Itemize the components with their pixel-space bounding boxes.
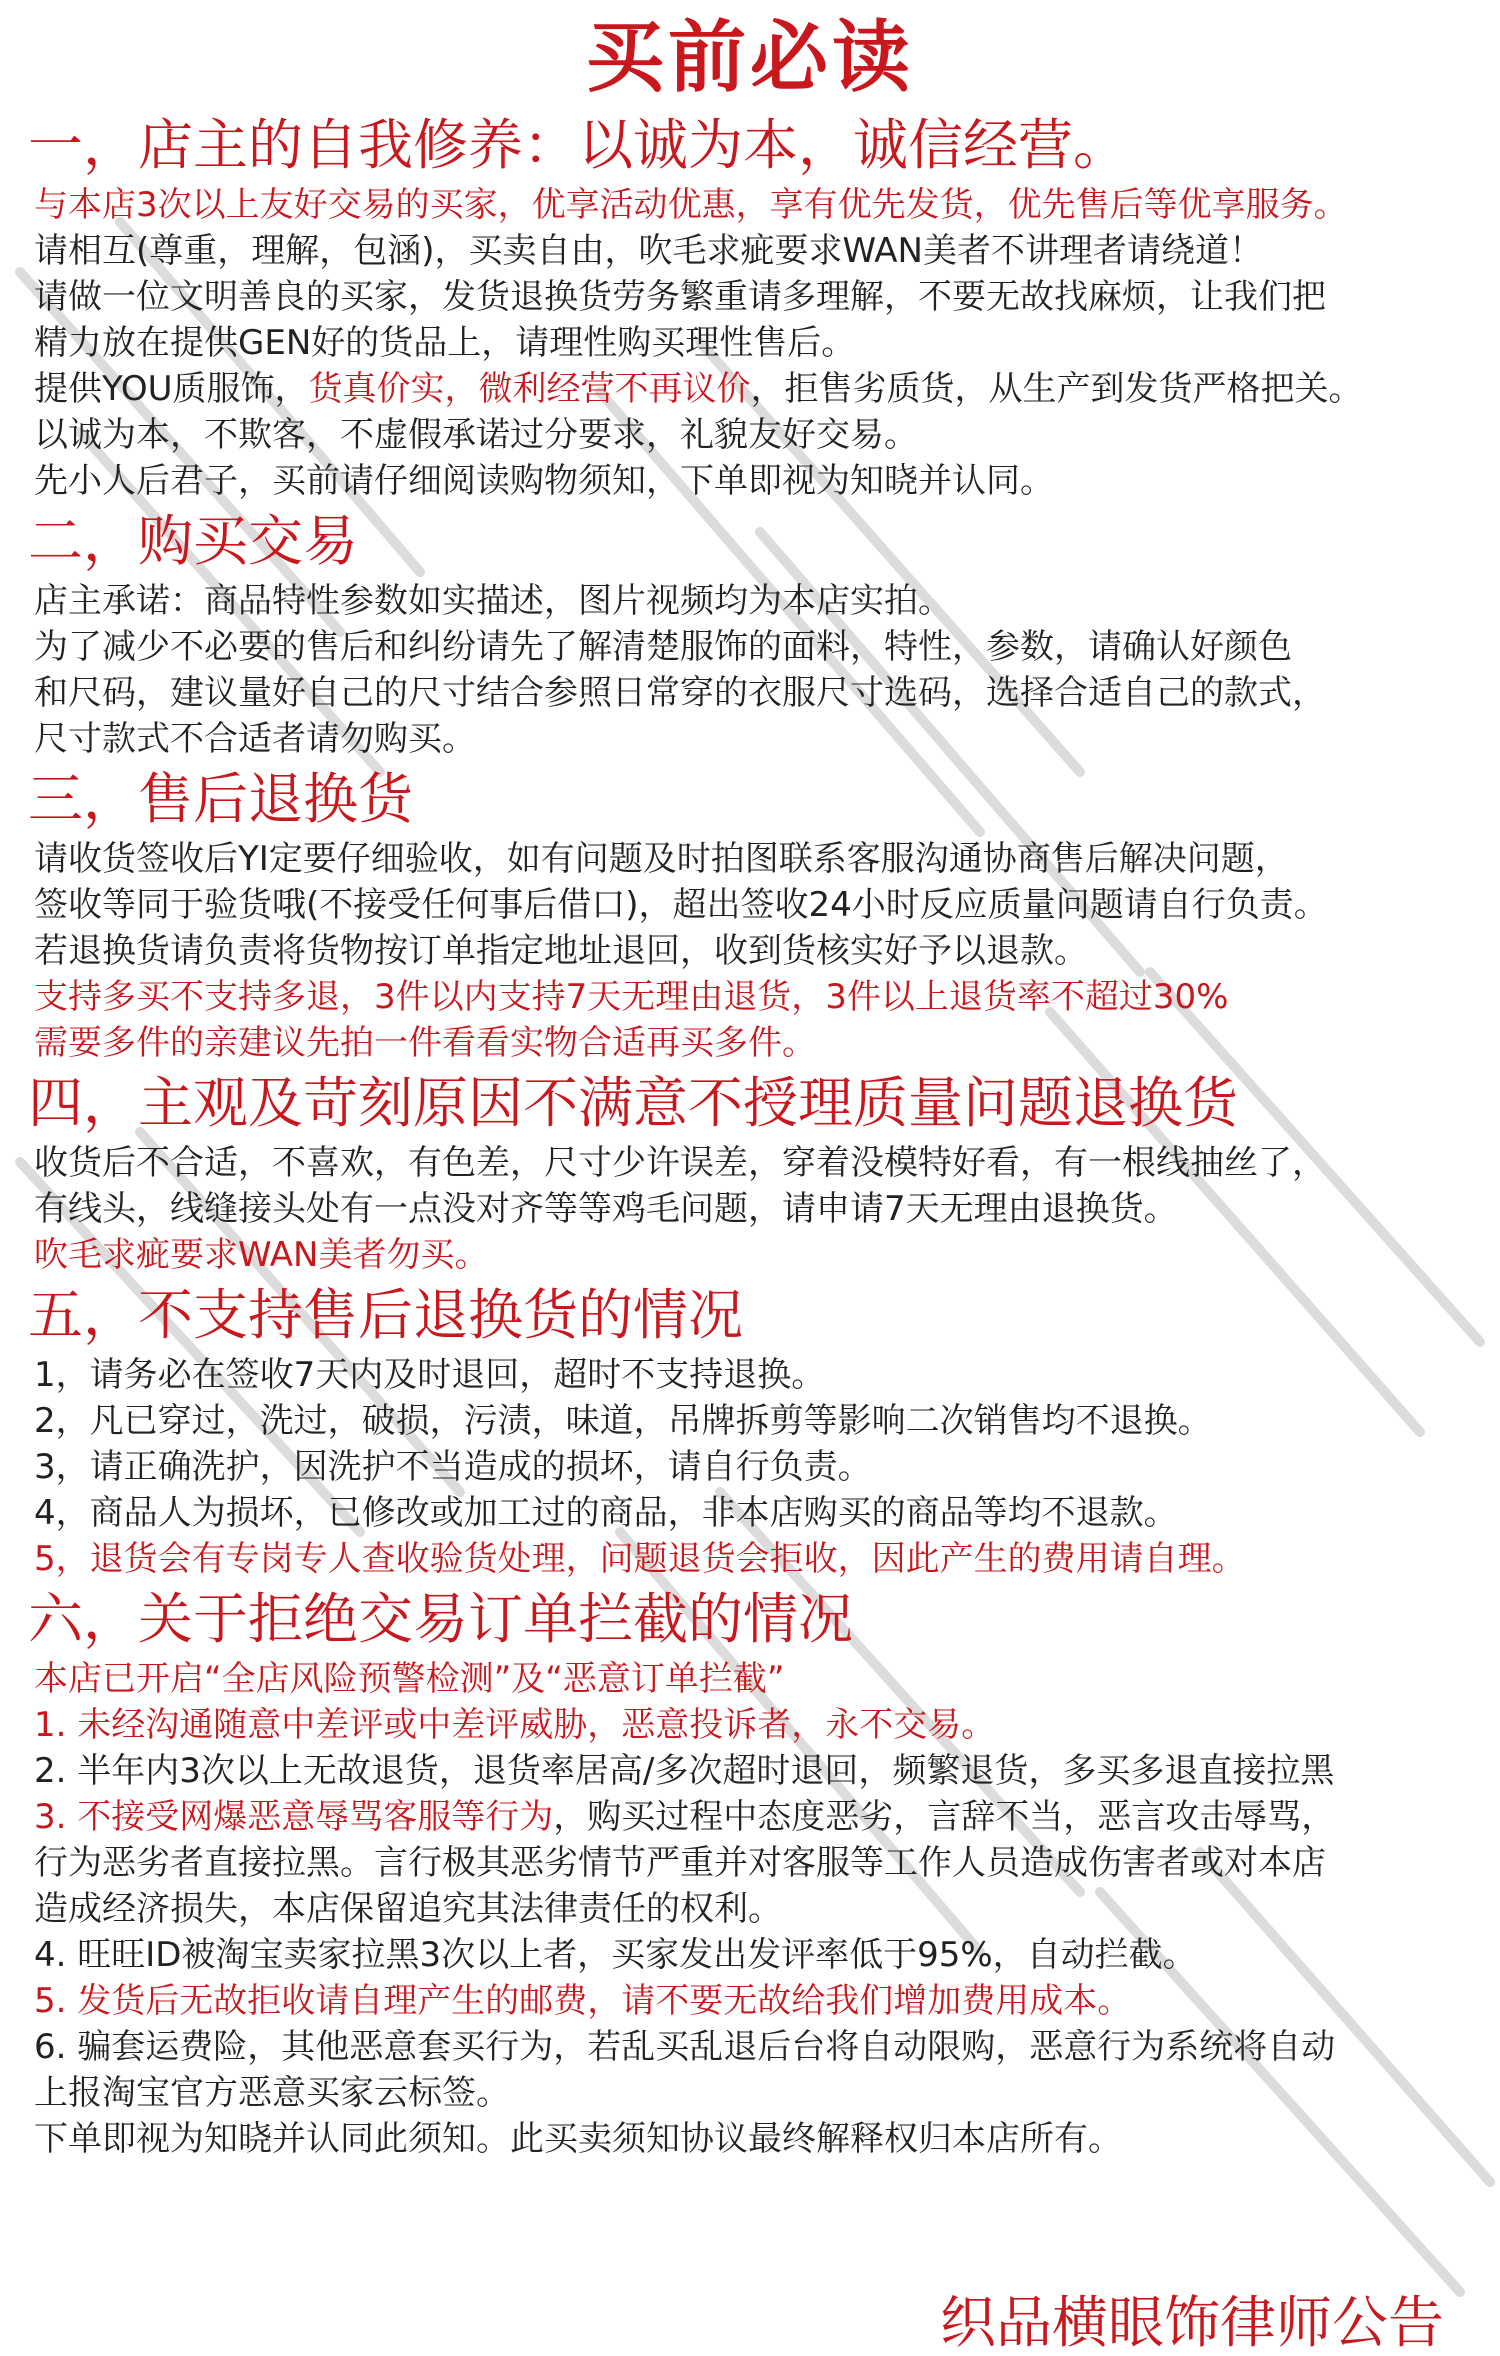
notice-line bbox=[34, 1794, 1478, 1840]
notice-line: 吹毛求疵要求WAN美者勿买。 bbox=[34, 1235, 489, 1275]
notice-line: 签收等同于验货哦(不接受任何事后借口)，超出签收24小时反应质量问题请自行负责。 bbox=[34, 885, 1328, 925]
notice-line: 请相互(尊重，理解，包涵)，买卖自由，吹毛求疵要求WAN美者不讲理者请绕道！ bbox=[34, 231, 1263, 271]
notice-line: 店主承诺：商品特性参数如实描述，图片视频均为本店实拍。 bbox=[34, 581, 952, 621]
notice-line: 上报淘宝官方恶意买家云标签。 bbox=[34, 2073, 510, 2113]
notice-line: 需要多件的亲建议先拍一件看看实物合适再买多件。 bbox=[34, 1023, 816, 1063]
section-heading: 一，店主的自我修养：以诚为本，诚信经营。 bbox=[28, 113, 1129, 177]
notice-line: 5. 发货后无故拒收请自理产生的邮费，请不要无故给我们增加费用成本。 bbox=[34, 1981, 1132, 2021]
section-heading: 五，不支持售后退换货的情况 bbox=[28, 1283, 744, 1347]
notice-line: 和尺码，建议量好自己的尺寸结合参照日常穿的衣服尺寸选码，选择合适自己的款式， bbox=[34, 673, 1326, 713]
notice-line: 尺寸款式不合适者请勿购买。 bbox=[34, 719, 476, 759]
notice-line: 4，商品人为损坏，已修改或加工过的商品，非本店购买的商品等均不退款。 bbox=[34, 1493, 1178, 1533]
notice-line: 支持多买不支持多退，3件以内支持7天无理由退货，3件以上退货率不超过30% bbox=[34, 977, 1229, 1017]
notice-line-part: ，购买过程中态度恶劣，言辞不当，恶言攻击辱骂， bbox=[553, 1797, 1336, 1837]
notice-line: 本店已开启“全店风险预警检测”及“恶意订单拦截” bbox=[34, 1659, 785, 1699]
notice-line: 先小人后君子，买前请仔细阅读购物须知，下单即视为知晓并认同。 bbox=[34, 461, 1054, 501]
notice-line: 精力放在提供GEN好的货品上，请理性购买理性售后。 bbox=[34, 323, 856, 363]
section-heading: 四，主观及苛刻原因不满意不授理质量问题退换货 bbox=[28, 1071, 1239, 1135]
notice-line: 以诚为本，不欺客，不虚假承诺过分要求，礼貌友好交易。 bbox=[34, 415, 918, 455]
notice-line: 收货后不合适，不喜欢，有色差，尺寸少许误差，穿着没模特好看，有一根线抽丝了， bbox=[34, 1143, 1326, 1183]
notice-line: 造成经济损失，本店保留追究其法律责任的权利。 bbox=[34, 1889, 782, 1929]
notice-line: 与本店3次以上友好交易的买家，优享活动优惠，享有优先发货，优先售后等优享服务。 bbox=[34, 185, 1348, 225]
notice-line-part: 提供YOU质服饰， bbox=[34, 369, 309, 409]
notice-line: 为了减少不必要的售后和纠纷请先了解清楚服饰的面料，特性，参数，请确认好颜色 bbox=[34, 627, 1292, 667]
notice-line: 2. 半年内3次以上无故退货，退货率居高/多次超时退回，频繁退货，多买多退直接拉黑 bbox=[34, 1751, 1335, 1791]
notice-line-part: 3. 不接受网爆恶意辱骂客服等行为 bbox=[34, 1797, 554, 1837]
notice-line: 4. 旺旺ID被淘宝卖家拉黑3次以上者，买家发出发评率低于95%，自动拦截。 bbox=[34, 1935, 1197, 1975]
section-heading: 二，购买交易 bbox=[28, 509, 359, 573]
notice-line-part: ，拒售劣质货，从生产到发货严格把关。 bbox=[750, 369, 1363, 409]
sections-container bbox=[22, 112, 1478, 2162]
bottom-partial-title: 织品横眼饰律师公告 bbox=[940, 2291, 1444, 2356]
notice-line: 1，请务必在签收7天内及时退回，超时不支持退换。 bbox=[34, 1355, 826, 1395]
notice-line: 6. 骗套运费险，其他恶意套买行为，若乱买乱退后台将自动限购，恶意行为系统将自动 bbox=[34, 2027, 1336, 2067]
notice-line: 2，凡已穿过，洗过，破损，污渍，味道，吊牌拆剪等影响二次销售均不退换。 bbox=[34, 1401, 1212, 1441]
notice-line: 1. 未经沟通随意中差评或中差评威胁，恶意投诉者，永不交易。 bbox=[34, 1705, 996, 1745]
notice-line: 若退换货请负责将货物按订单指定地址退回，收到货核实好予以退款。 bbox=[34, 931, 1088, 971]
notice-line: 请收货签收后YI定要仔细验收，如有问题及时拍图联系客服沟通协商售后解决问题， bbox=[34, 839, 1289, 879]
notice-line: 行为恶劣者直接拉黑。言行极其恶劣情节严重并对客服等工作人员造成伤害者或对本店 bbox=[34, 1843, 1326, 1883]
notice-line: 3，请正确洗护，因洗护不当造成的损坏，请自行负责。 bbox=[34, 1447, 872, 1487]
section-heading: 三，售后退换货 bbox=[28, 767, 414, 831]
section-heading: 六，关于拒绝交易订单拦截的情况 bbox=[28, 1587, 854, 1651]
notice-line: 下单即视为知晓并认同此须知。此买卖须知协议最终解释权归本店所有。 bbox=[34, 2119, 1122, 2159]
page-title: 买前必读 bbox=[585, 13, 914, 103]
notice-line-part: 货真价实，微利经营不再议价 bbox=[308, 369, 751, 409]
notice-line bbox=[34, 366, 1478, 412]
notice-line: 5，退货会有专岗专人查收验货处理，问题退货会拒收，因此产生的费用请自理。 bbox=[34, 1539, 1246, 1579]
notice-line: 有线头，线缝接头处有一点没对齐等等鸡毛问题，请申请7天无理由退换货。 bbox=[34, 1189, 1178, 1229]
notice-line: 请做一位文明善良的买家，发货退换货劳务繁重请多理解，不要无故找麻烦，让我们把 bbox=[34, 277, 1326, 317]
notice-document bbox=[0, 12, 1500, 2162]
